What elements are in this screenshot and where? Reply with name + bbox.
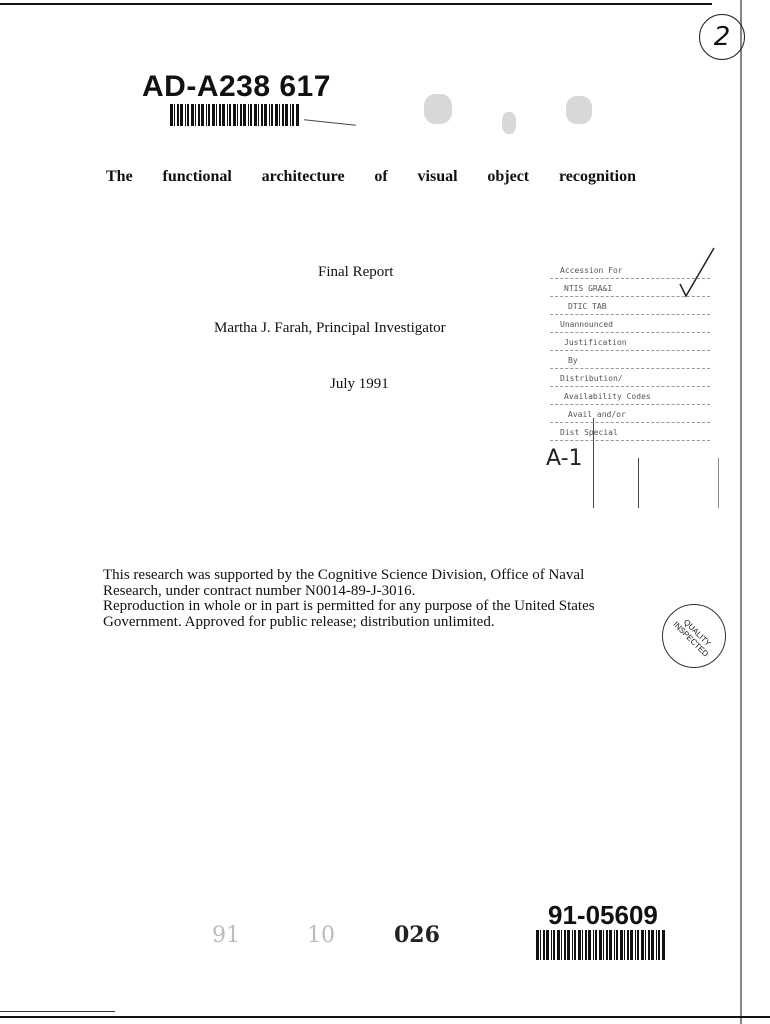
barcode-bar: [180, 104, 183, 126]
barcode-bar: [243, 104, 246, 126]
report-title: [106, 168, 636, 186]
barcode-bar: [227, 104, 228, 126]
form-line-text: Availability Codes: [564, 392, 651, 401]
author-line: Martha J. Farah, Principal Investigator: [214, 320, 446, 336]
barcode-bar: [198, 104, 200, 126]
title-word: object: [487, 168, 530, 185]
barcode-bar: [229, 104, 231, 126]
form-rule: [550, 278, 710, 280]
title-word: visual: [417, 168, 458, 185]
barcode-bar: [585, 930, 587, 960]
form-line-text: DTIC TAB: [568, 302, 607, 311]
barcode-bar: [208, 104, 210, 126]
barcode-bar: [269, 104, 270, 126]
barcode-bar: [572, 930, 573, 960]
barcode-bar: [279, 104, 280, 126]
barcode-bar: [614, 930, 615, 960]
barcode-bar: [296, 104, 299, 126]
barcode-bar: [212, 104, 215, 126]
barcode-bar: [645, 930, 646, 960]
form-line-text: NTIS GRA&I: [564, 284, 613, 293]
barcode-bar: [222, 104, 225, 126]
barcode-bar: [195, 104, 196, 126]
barcode-bar: [543, 930, 545, 960]
barcode-bar: [187, 104, 189, 126]
report-date: July 1991: [330, 376, 389, 392]
faint-dtic-stamp: [416, 84, 596, 144]
barcode-bar: [624, 930, 625, 960]
barcode-bar: [609, 930, 612, 960]
bottom-rule: [0, 1016, 770, 1018]
accession-barcode: [536, 930, 666, 960]
form-line-text: Justification: [564, 338, 627, 347]
barcode-bar: [540, 930, 541, 960]
barcode-bar: [603, 930, 604, 960]
form-line-text: Accession For: [560, 266, 623, 275]
title-word: The: [106, 168, 133, 185]
barcode-bar: [261, 104, 263, 126]
barcode-bar: [233, 104, 236, 126]
barcode-bar: [588, 930, 591, 960]
barcode-bar: [656, 930, 657, 960]
title-word: functional: [162, 168, 232, 185]
title-word: recognition: [558, 168, 636, 185]
quality-stamp: [662, 604, 726, 668]
barcode-bar: [536, 930, 539, 960]
barcode-bar: [651, 930, 654, 960]
form-rule: [550, 350, 710, 352]
barcode-bar: [637, 930, 639, 960]
barcode-bar: [271, 104, 273, 126]
form-rule: [550, 404, 710, 406]
barcode-bar: [240, 104, 242, 126]
barcode-bar: [216, 104, 217, 126]
title-word: of: [374, 168, 388, 185]
form-rule: [550, 296, 710, 298]
barcode-bar: [206, 104, 207, 126]
bottom-short-rule: [0, 1011, 115, 1012]
barcode-bar: [662, 930, 665, 960]
barcode-bar: [606, 930, 608, 960]
barcode-bar: [578, 930, 581, 960]
barcode-bar: [185, 104, 186, 126]
barcode-bar: [201, 104, 204, 126]
barcode-bar: [630, 930, 633, 960]
barcode-bar: [641, 930, 644, 960]
right-margin-rule: [740, 0, 742, 1024]
barcode-bar: [561, 930, 562, 960]
barcode-bar: [219, 104, 221, 126]
barcode-bar: [254, 104, 257, 126]
barcode-bar: [595, 930, 597, 960]
barcode-underline: [304, 119, 356, 125]
form-line-text: Dist Special: [560, 428, 618, 437]
barcode-bar: [557, 930, 560, 960]
barcode-bar: [564, 930, 566, 960]
barcode-bar: [292, 104, 294, 126]
ad-number: AD-A238 617: [142, 70, 331, 103]
circled-number: 2: [699, 14, 745, 60]
barcode-bar: [551, 930, 552, 960]
title-word: architecture: [261, 168, 345, 185]
barcode-bar: [567, 930, 570, 960]
form-rule: [550, 314, 710, 316]
stamp-text: QUALITY INSPECTED: [671, 617, 713, 659]
accession-number: 91-05609: [548, 900, 658, 930]
funding-paragraph: This research was supported by the Cognitive Science Division, Office of Naval Research, under contract number N0014-89-J-3016. Reproduction in whole or in part is permitted for any purpose of the United States Government. Approved for public release; distribution unlimited.: [103, 567, 595, 630]
form-rule: [550, 368, 710, 370]
accession-form: [540, 258, 720, 508]
barcode-bar: [177, 104, 179, 126]
form-line-text: Unannounced: [560, 320, 613, 329]
barcode-bar: [553, 930, 555, 960]
form-line-text: By: [568, 356, 578, 365]
barcode-bar: [285, 104, 288, 126]
barcode-bar: [574, 930, 576, 960]
barcode-bar: [599, 930, 602, 960]
barcode-bar: [237, 104, 238, 126]
barcode-bar: [582, 930, 583, 960]
barcode-bar: [191, 104, 194, 126]
barcode-bar: [627, 930, 629, 960]
barcode-bar: [635, 930, 636, 960]
code-right: 026: [394, 922, 440, 948]
code-left: 91: [212, 923, 240, 948]
form-column-line: [638, 458, 639, 508]
form-line-text: Distribution/: [560, 374, 623, 383]
barcode-bar: [620, 930, 623, 960]
handwritten-code: A-1: [546, 446, 583, 471]
report-type: Final Report: [318, 264, 394, 280]
barcode-bar: [250, 104, 252, 126]
ad-barcode: [170, 104, 300, 126]
code-mid: 10: [307, 923, 335, 948]
form-column-line: [718, 458, 719, 508]
barcode-bar: [290, 104, 291, 126]
barcode-bar: [593, 930, 594, 960]
barcode-bar: [170, 104, 173, 126]
barcode-bar: [658, 930, 660, 960]
form-rule: [550, 422, 710, 424]
form-rule: [550, 386, 710, 388]
barcode-bar: [275, 104, 278, 126]
barcode-bar: [258, 104, 259, 126]
form-line-text: Avail and/or: [568, 410, 626, 419]
form-rule: [550, 332, 710, 334]
barcode-bar: [282, 104, 284, 126]
barcode-bar: [264, 104, 267, 126]
barcode-bar: [248, 104, 249, 126]
top-rule: [0, 3, 712, 5]
barcode-bar: [616, 930, 618, 960]
barcode-bar: [174, 104, 175, 126]
bottom-code: [212, 922, 440, 948]
form-rule: [550, 440, 710, 442]
barcode-bar: [648, 930, 650, 960]
barcode-bar: [546, 930, 549, 960]
